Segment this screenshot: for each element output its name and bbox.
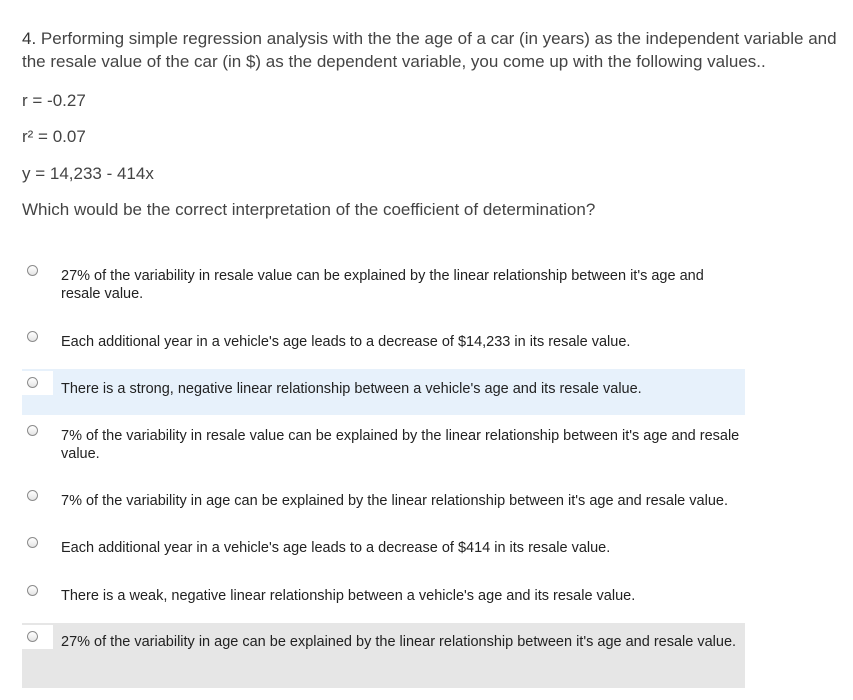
stat-r-squared: r² = 0.07: [22, 127, 86, 146]
radio-button[interactable]: [27, 331, 38, 342]
radio-button[interactable]: [27, 631, 38, 642]
answer-option-label: Each additional year in a vehicle's age leads to a decrease of $414 in its resale value.: [61, 540, 611, 556]
radio-button[interactable]: [27, 537, 38, 548]
radio-button[interactable]: [27, 425, 38, 436]
answer-option-label: 7% of the variability in age can be explained by the linear relationship between it's age and resale value.: [61, 493, 728, 509]
radio-button[interactable]: [27, 377, 38, 388]
answer-option-2[interactable]: [22, 322, 745, 362]
answer-option-6[interactable]: [22, 528, 745, 568]
answer-option-label: There is a weak, negative linear relationship between a vehicle's age and its resale value.: [61, 588, 636, 604]
answer-option-3[interactable]: [22, 369, 745, 415]
question-number: 4.: [22, 29, 37, 48]
answer-option-4[interactable]: [22, 416, 745, 466]
answer-option-7[interactable]: [22, 576, 745, 616]
answer-option-label: There is a strong, negative linear relationship between a vehicle's age and its resale value.: [61, 381, 642, 397]
radio-button[interactable]: [27, 490, 38, 501]
question-paragraph: [22, 27, 853, 73]
answer-option-label: 27% of the variability in age can be explained by the linear relationship between it's age and resale value.: [61, 634, 737, 650]
answer-option-8[interactable]: [22, 623, 745, 688]
radio-button[interactable]: [27, 265, 38, 276]
answer-option-1[interactable]: [22, 255, 745, 303]
answer-option-label: Each additional year in a vehicle's age leads to a decrease of $14,233 in its resale value.: [61, 334, 631, 350]
question-text-block: [22, 27, 853, 73]
stat-regression-equation: y = 14,233 - 414x: [22, 164, 154, 183]
answer-option-5[interactable]: [22, 481, 745, 521]
stat-r: r = -0.27: [22, 91, 86, 110]
answer-option-label: 27% of the variability in resale value can be explained by the linear relationship between it's age and resale value.: [61, 268, 704, 302]
question-body: Performing simple regression analysis with the the age of a car (in years) as the independent variable and the resale value of the car (in $) as the dependent variable, you come up with the following values..: [22, 29, 837, 71]
question-prompt: Which would be the correct interpretation of the coefficient of determination?: [22, 200, 596, 219]
answer-option-label: 7% of the variability in resale value can be explained by the linear relationship between it's age and resale value.: [61, 428, 740, 462]
radio-button[interactable]: [27, 585, 38, 596]
